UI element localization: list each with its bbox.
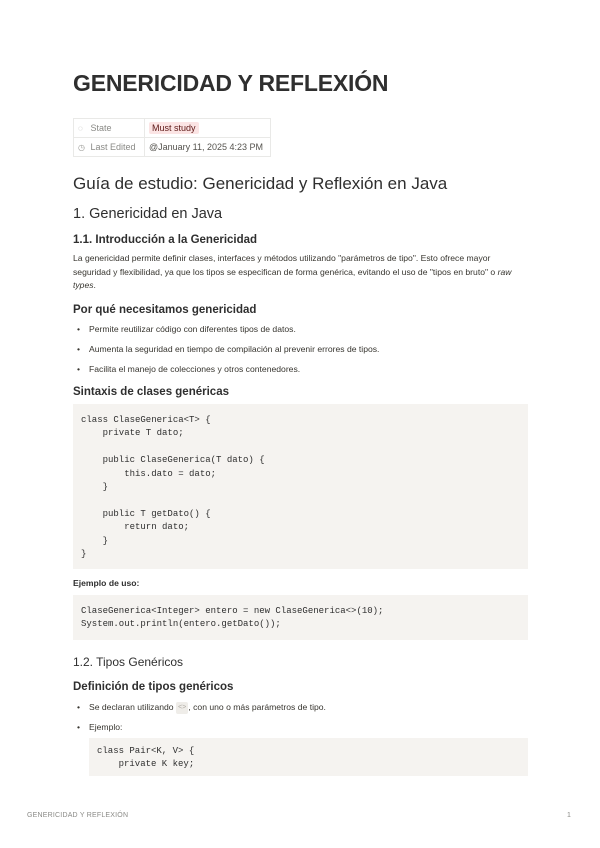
page-title: GENERICIDAD Y REFLEXIÓN (73, 70, 389, 96)
list-item: • Ejemplo: (73, 721, 326, 741)
example-label: Ejemplo de uso: (73, 578, 140, 588)
subsection-heading-intro: 1.1. Introducción a la Genericidad (73, 234, 258, 246)
status-icon: ◌ (78, 124, 83, 133)
inline-code: <> (177, 704, 187, 712)
clock-icon: ◷ (78, 143, 85, 152)
properties-table (73, 118, 271, 157)
list-item: • Se declaran utilizando <> , con uno o más parámetros de tipo. (73, 701, 326, 721)
property-value: @January 11, 2025 4:23 PM (145, 138, 271, 157)
list-item: • Facilita el manejo de colecciones y otros contenedores. (73, 363, 379, 383)
status-badge[interactable]: Must study (149, 122, 199, 134)
code-block-ejemplo[interactable]: ClaseGenerica<Integer> entero = new ClaseGenerica<>(10); System.out.println(entero.getDato()); (73, 595, 528, 640)
code-block-pair[interactable]: class Pair<K, V> { private K key; (89, 738, 528, 776)
subsection-heading-tipos: 1.2. Tipos Genéricos (73, 655, 184, 669)
property-row-state (74, 119, 271, 138)
property-value (145, 119, 271, 138)
intro-paragraph: La genericidad permite definir clases, interfaces y métodos utilizando "parámetros de tipo". Esto ofrece mayor seguridad y flexibilidad, ya que los tipos se especifican de forma genérica, evitando el uso de "tipos en bruto" o raw types. (73, 253, 512, 291)
code-block-clase-generica[interactable]: class ClaseGenerica<T> { private T dato; public ClaseGenerica(T dato) { this.dato = dato; } public T getDato() { return dato; } } (73, 404, 528, 569)
property-key: ◌ State (74, 119, 145, 138)
study-guide-heading: Guía de estudio: Genericidad y Reflexión en Java (73, 174, 448, 193)
syntax-heading: Sintaxis de clases genéricas (73, 386, 229, 398)
why-list (73, 323, 379, 383)
list-item: • Permite reutilizar código con diferentes tipos de datos. (73, 323, 379, 343)
list-item: • Aumenta la seguridad en tiempo de compilación al prevenir errores de tipos. (73, 343, 379, 363)
property-row-last-edited (74, 138, 271, 157)
why-heading: Por qué necesitamos genericidad (73, 304, 257, 316)
definition-list (73, 701, 326, 741)
property-key: ◷ Last Edited (74, 138, 145, 157)
footer-title: GENERICIDAD Y REFLEXIÓN (27, 812, 129, 819)
page-number: 1 (567, 812, 571, 819)
section-heading-genericidad: 1. Genericidad en Java (73, 206, 223, 222)
definition-heading: Definición de tipos genéricos (73, 681, 234, 693)
